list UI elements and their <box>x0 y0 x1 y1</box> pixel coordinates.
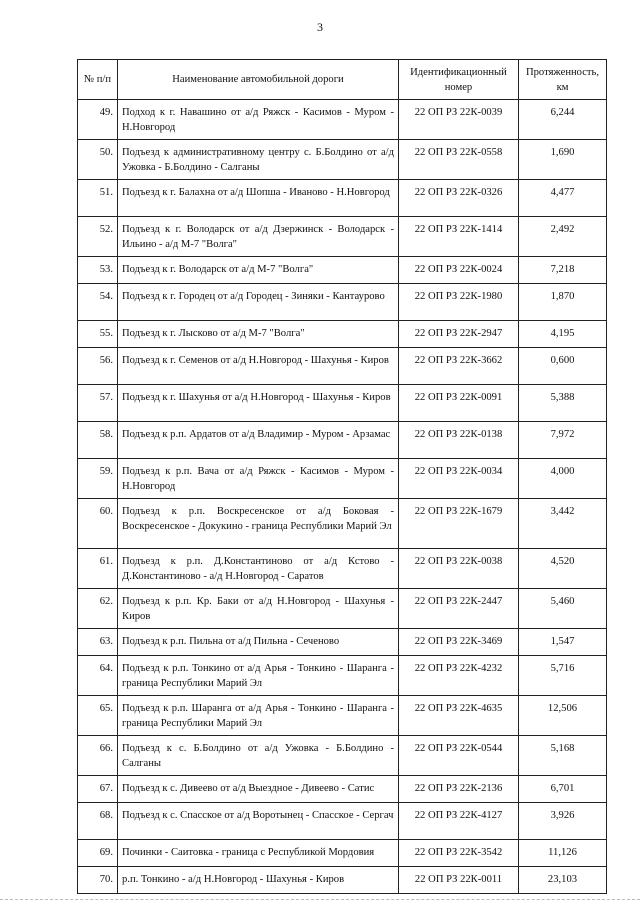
road-length: 5,716 <box>519 656 607 696</box>
row-number: 64. <box>78 656 118 696</box>
row-number: 58. <box>78 422 118 459</box>
road-name: Подъезд к г. Городец от а/д Городец - Зиняки - Кантаурово <box>118 284 399 321</box>
road-length: 5,388 <box>519 385 607 422</box>
table-row <box>78 589 607 629</box>
road-length: 6,244 <box>519 100 607 140</box>
row-number: 49. <box>78 100 118 140</box>
table-row <box>78 736 607 776</box>
road-id: 22 ОП РЗ 22К-3662 <box>399 348 519 385</box>
road-name: Подъезд к г. Семенов от а/д Н.Новгород - Шахунья - Киров <box>118 348 399 385</box>
road-name: Подъезд к г. Шахунья от а/д Н.Новгород - Шахунья - Киров <box>118 385 399 422</box>
road-name: Подъезд к р.п. Вача от а/д Ряжск - Касимов - Муром - Н.Новгород <box>118 459 399 499</box>
table-row <box>78 696 607 736</box>
road-id: 22 ОП РЗ 22К-1980 <box>399 284 519 321</box>
row-number: 62. <box>78 589 118 629</box>
row-number: 53. <box>78 257 118 284</box>
road-length: 7,972 <box>519 422 607 459</box>
road-length: 4,477 <box>519 180 607 217</box>
road-id: 22 ОП РЗ 22К-4232 <box>399 656 519 696</box>
road-name: Подъезд к р.п. Д.Константиново от а/д Кстово - Д.Константиново - а/д Н.Новгород - Саратов <box>118 549 399 589</box>
road-id: 22 ОП РЗ 22К-3542 <box>399 840 519 867</box>
road-id: 22 ОП РЗ 22К-2447 <box>399 589 519 629</box>
road-length: 2,492 <box>519 217 607 257</box>
road-name: Подъезд к с. Дивеево от а/д Выездное - Дивеево - Сатис <box>118 776 399 803</box>
road-id: 22 ОП РЗ 22К-1679 <box>399 499 519 549</box>
row-number: 69. <box>78 840 118 867</box>
road-name: Подъезд к р.п. Пильна от а/д Пильна - Сеченово <box>118 629 399 656</box>
road-length: 12,506 <box>519 696 607 736</box>
table-row <box>78 217 607 257</box>
row-number: 68. <box>78 803 118 840</box>
road-length: 1,690 <box>519 140 607 180</box>
road-name: Подъезд к г. Володарск от а/д М-7 "Волга" <box>118 257 399 284</box>
road-id: 22 ОП РЗ 22К-2136 <box>399 776 519 803</box>
road-name: Починки - Саитовка - граница с Республикой Мордовия <box>118 840 399 867</box>
road-length: 4,000 <box>519 459 607 499</box>
road-length: 11,126 <box>519 840 607 867</box>
table-body <box>78 100 607 894</box>
table-row <box>78 422 607 459</box>
road-length: 4,195 <box>519 321 607 348</box>
header-length: Протяженность, км <box>519 60 607 100</box>
road-length: 1,870 <box>519 284 607 321</box>
header-num: № п/п <box>78 60 118 100</box>
road-name: Подъезд к административному центру с. Б.Болдино от а/д Ужовка - Б.Болдино - Салганы <box>118 140 399 180</box>
road-name: Подъезд к с. Спасское от а/д Воротынец - Спасское - Сергач <box>118 803 399 840</box>
table-row <box>78 840 607 867</box>
road-id: 22 ОП РЗ 22К-0091 <box>399 385 519 422</box>
road-length: 5,168 <box>519 736 607 776</box>
row-number: 54. <box>78 284 118 321</box>
table-row <box>78 803 607 840</box>
road-name: Подъезд к р.п. Кр. Баки от а/д Н.Новгород - Шахунья - Киров <box>118 589 399 629</box>
road-id: 22 ОП РЗ 22К-0558 <box>399 140 519 180</box>
row-number: 59. <box>78 459 118 499</box>
road-length: 4,520 <box>519 549 607 589</box>
scan-edge-artifact <box>0 899 640 901</box>
table-row <box>78 549 607 589</box>
row-number: 60. <box>78 499 118 549</box>
table-row <box>78 100 607 140</box>
road-name: Подход к г. Навашино от а/д Ряжск - Касимов - Муром - Н.Новгород <box>118 100 399 140</box>
table-row <box>78 140 607 180</box>
road-name: Подъезд к р.п. Воскресенское от а/д Боковая - Воскресенское - Докукино - граница Республики Марий Эл <box>118 499 399 549</box>
road-id: 22 ОП РЗ 22К-1414 <box>399 217 519 257</box>
page-number: 3 <box>317 20 323 34</box>
road-id: 22 ОП РЗ 22К-2947 <box>399 321 519 348</box>
road-length: 0,600 <box>519 348 607 385</box>
row-number: 67. <box>78 776 118 803</box>
table-row <box>78 321 607 348</box>
roads-table <box>77 59 607 894</box>
road-length: 3,442 <box>519 499 607 549</box>
road-name: р.п. Тонкино - а/д Н.Новгород - Шахунья - Киров <box>118 867 399 894</box>
header-id: Идентификационный номер <box>399 60 519 100</box>
row-number: 65. <box>78 696 118 736</box>
table-row <box>78 257 607 284</box>
table-row <box>78 629 607 656</box>
table-row <box>78 180 607 217</box>
road-id: 22 ОП РЗ 22К-0038 <box>399 549 519 589</box>
row-number: 70. <box>78 867 118 894</box>
road-id: 22 ОП РЗ 22К-0326 <box>399 180 519 217</box>
row-number: 50. <box>78 140 118 180</box>
road-length: 23,103 <box>519 867 607 894</box>
road-length: 5,460 <box>519 589 607 629</box>
table-row <box>78 776 607 803</box>
road-id: 22 ОП РЗ 22К-0024 <box>399 257 519 284</box>
row-number: 61. <box>78 549 118 589</box>
table-row <box>78 867 607 894</box>
table-row <box>78 348 607 385</box>
road-id: 22 ОП РЗ 22К-0034 <box>399 459 519 499</box>
road-name: Подъезд к р.п. Тонкино от а/д Арья - Тонкино - Шаранга - граница Республики Марий Эл <box>118 656 399 696</box>
road-length: 3,926 <box>519 803 607 840</box>
road-id: 22 ОП РЗ 22К-0039 <box>399 100 519 140</box>
road-id: 22 ОП РЗ 22К-4127 <box>399 803 519 840</box>
road-length: 7,218 <box>519 257 607 284</box>
road-length: 1,547 <box>519 629 607 656</box>
row-number: 56. <box>78 348 118 385</box>
road-name: Подъезд к с. Б.Болдино от а/д Ужовка - Б.Болдино - Салганы <box>118 736 399 776</box>
road-id: 22 ОП РЗ 22К-0138 <box>399 422 519 459</box>
table-row <box>78 656 607 696</box>
road-id: 22 ОП РЗ 22К-4635 <box>399 696 519 736</box>
road-name: Подъезд к г. Балахна от а/д Шопша - Иваново - Н.Новгород <box>118 180 399 217</box>
table-row <box>78 385 607 422</box>
road-id: 22 ОП РЗ 22К-0011 <box>399 867 519 894</box>
row-number: 51. <box>78 180 118 217</box>
header-name: Наименование автомобильной дороги <box>118 60 399 100</box>
road-name: Подъезд к г. Лысково от а/д М-7 "Волга" <box>118 321 399 348</box>
row-number: 57. <box>78 385 118 422</box>
road-id: 22 ОП РЗ 22К-3469 <box>399 629 519 656</box>
road-name: Подъезд к г. Володарск от а/д Дзержинск - Володарск - Ильино - а/д М-7 "Волга" <box>118 217 399 257</box>
road-name: Подъезд к р.п. Шаранга от а/д Арья - Тонкино - Шаранга - граница Республики Марий Эл <box>118 696 399 736</box>
row-number: 55. <box>78 321 118 348</box>
table-row <box>78 284 607 321</box>
row-number: 52. <box>78 217 118 257</box>
row-number: 63. <box>78 629 118 656</box>
table-row <box>78 459 607 499</box>
table-row <box>78 499 607 549</box>
road-id: 22 ОП РЗ 22К-0544 <box>399 736 519 776</box>
road-name: Подъезд к р.п. Ардатов от а/д Владимир - Муром - Арзамас <box>118 422 399 459</box>
row-number: 66. <box>78 736 118 776</box>
road-length: 6,701 <box>519 776 607 803</box>
table-header-row <box>78 60 607 100</box>
